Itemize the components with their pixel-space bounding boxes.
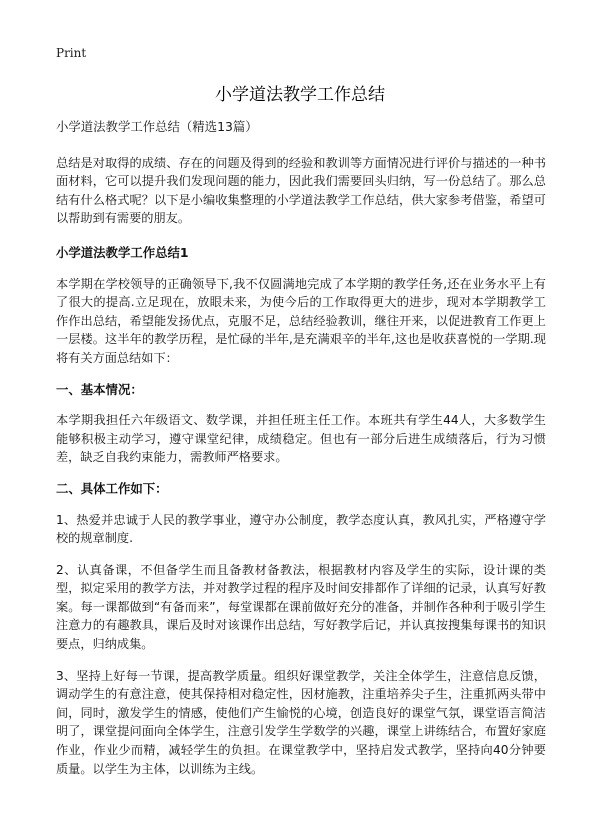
intro-paragraph: 总结是对取得的成绩、存在的问题及得到的经验和教训等方面情况进行评价与描述的一种书面材料，它可以提升我们发现问题的能力，因此我们需要回头归纳，写一份总结了。那么总结有什么格式呢？以下是小编收集整理的小学道法教学工作总结，供大家参考借鉴，希望可以帮助到有需要的朋友。 xyxy=(56,155,546,226)
section-1-paragraph: 本学期在学校领导的正确领导下,我不仅圆满地完成了本学期的教学任务,还在业务水平上有了很大的提高.立足现在，放眼未来，为使今后的工作取得更大的进步，现对本学期教学工作作出总结，希望能发扬优点，克服不足，总结经验教训，继往开来，以促进教育工作更上一层楼。这半年的教学历程，是忙碌的半年,是充满艰辛的半年,这也是收获喜悦的一学期.现将有关方面总结如下： xyxy=(56,276,546,365)
work-details-heading: 二、具体工作如下： xyxy=(56,480,168,496)
work-item-1: 1、热爱并忠诚于人民的教学事业，遵守办公制度，教学态度认真，教风扎实，严格遵守学校的规章制度. xyxy=(56,512,546,546)
basic-info-paragraph: 本学期我担任六年级语文、数学课，并担任班主任工作。本班共有学生44人，大多数学生能够积极主动学习，遵守课堂纪律，成绩稳定。但也有一部分后进生成绩落后，行为习惯差，缺乏自我约束能力，需教师严格要求。 xyxy=(56,413,546,465)
page-title: 小学道法教学工作总结 xyxy=(215,85,385,105)
print-link[interactable]: Print xyxy=(56,46,87,60)
section-heading-1: 小学道法教学工作总结1 xyxy=(56,244,189,260)
document-subtitle: 小学道法教学工作总结（精选13篇） xyxy=(56,119,258,134)
basic-info-heading: 一、基本情况： xyxy=(56,381,143,397)
work-item-3: 3、坚持上好每一节课，提高教学质量。组织好课堂教学，关注全体学生，注意信息反馈，调动学生的有意注意，使其保持相对稳定性，因材施教，注重培养尖子生，注重抓两头带中间，同时，激发学生的情感，使他们产生愉悦的心境，创造良好的课堂气氛，课堂语言简洁明了，课堂提问面向全体学生，注意引发学生学数学的兴趣，课堂上讲练结合，布置好家庭作业，作业少而精，减轻学生的负担。在课堂教学中，坚持启发式教学，坚持向40分钟要质量。以学生为主体，以训练为主线。 xyxy=(56,668,546,776)
document-body xyxy=(56,118,546,778)
work-item-2: 2、认真备课，不但备学生而且备教材备教法，根据教材内容及学生的实际，设计课的类型，拟定采用的教学方法，并对教学过程的程序及时间安排都作了详细的记录，认真写好教案。每一课都做到“有备而来”，每堂课都在课前做好充分的准备，并制作各种利于吸引学生注意力的有趣教具，课后及时对该课作出总结，写好教学后记，并认真按搜集每课书的知识要点，归纳成集。 xyxy=(56,562,546,652)
